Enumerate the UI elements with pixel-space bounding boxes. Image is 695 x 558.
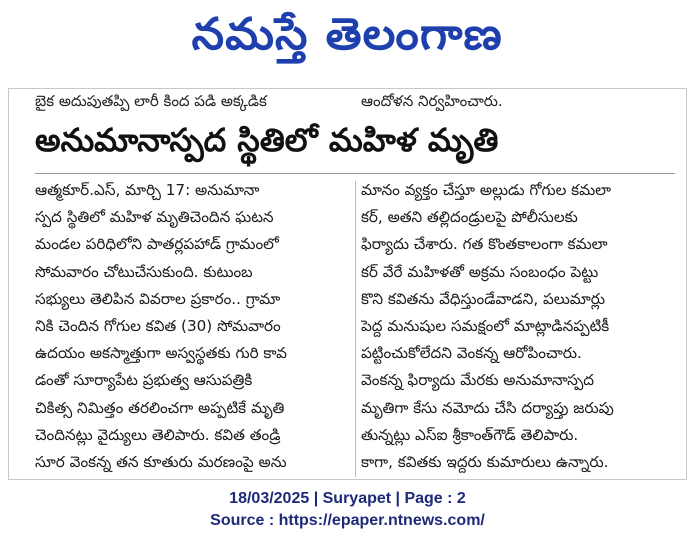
column-line: కర్‌ వేరే మహిళతో అక్రమ సంబంధం పెట్టు — [361, 262, 599, 281]
article-headline: అనుమానాస్పద స్థితిలో మహిళ మృతి — [35, 121, 499, 159]
strip-left-text: బైక అదుపుతప్పి లారీ కింద పడి అక్కడిక — [35, 92, 267, 110]
column-line: మృతిగా కేసు నమోదు చేసి దర్యాప్తు జరుపు — [361, 398, 614, 417]
column-line: ఉదయం అకస్మాత్తుగా అస్వస్థతకు గురి కావ — [35, 344, 287, 363]
column-line: మానం వ్యక్తం చేస్తూ అల్లుడు గోగుల కమలా — [361, 181, 612, 199]
headline-divider — [35, 173, 675, 174]
source-footer — [0, 488, 695, 532]
news-clipping — [8, 88, 687, 480]
article-column-right — [361, 177, 677, 477]
column-line: కాగా, కవితకు ఇద్దరు కుమారులు ఉన్నారు. — [361, 452, 609, 471]
column-line: పెద్ద మనుషుల సమక్షంలో మాట్లాడినప్పటికీ — [361, 316, 610, 335]
column-divider — [355, 181, 356, 477]
column-line: సూర వెంకన్న తన కూతురు మరణంపై అను — [35, 452, 287, 471]
column-line: స్పద స్థితిలో మహిళ మృతిచెందిన ఘటన — [35, 208, 274, 227]
masthead-logo: నమస్తే తెలంగాణ — [191, 9, 504, 60]
masthead — [0, 0, 695, 80]
column-line: ఫిర్యాదు చేశారు. గత కొంతకాలంగా కమలా — [361, 235, 608, 254]
previous-article-strip — [9, 89, 686, 115]
column-line: పట్టించుకోలేదని వెంకన్న ఆరోపించారు. — [361, 344, 582, 363]
column-line: నికి చెందిన గోగుల కవిత (30) సోమవారం — [35, 316, 281, 335]
column-line: మండల పరిధిలోని పాతర్లపహాడ్‌ గ్రామంలో — [35, 235, 279, 254]
strip-right-text: ఆందోళన నిర్వహించారు. — [361, 92, 503, 110]
column-line: తున్నట్లు ఎస్‌ఐ శ్రీకాంత్‌గౌడ్‌ తెలిపారు. — [361, 425, 579, 444]
column-line: కర్‌, అతని తల్లిదండ్రులపై పోలీసులకు — [361, 208, 578, 227]
column-line: ఆత్మకూర్‌.ఎస్‌, మార్చి 17: అనుమానా — [35, 181, 260, 199]
footer-source-url: Source : https://epaper.ntnews.com/ — [210, 512, 485, 529]
column-line: చికిత్స నిమిత్తం తరలించగా అప్పటికే మృతి — [35, 398, 285, 417]
column-line: చెందినట్లు వైద్యులు తెలిపారు. కవిత తండ్రి — [35, 425, 281, 444]
footer-date-edition: 18/03/2025 | Suryapet | Page : 2 — [229, 490, 466, 507]
column-line: వెంకన్న ఫిర్యాదు మేరకు అనుమానాస్పద — [361, 371, 595, 390]
column-line: డంతో సూర్యాపేట ప్రభుత్వ ఆసుపత్రికి — [35, 371, 253, 390]
column-line: సోమవారం చోటుచేసుకుంది. కుటుంబ — [35, 262, 253, 281]
column-line: కొని కవితను వేధిస్తుండేవాడని, పలుమార్లు — [361, 289, 605, 308]
article-column-left — [35, 177, 351, 477]
column-line: సభ్యులు తెలిపిన వివరాల ప్రకారం.. గ్రామా — [35, 289, 281, 308]
